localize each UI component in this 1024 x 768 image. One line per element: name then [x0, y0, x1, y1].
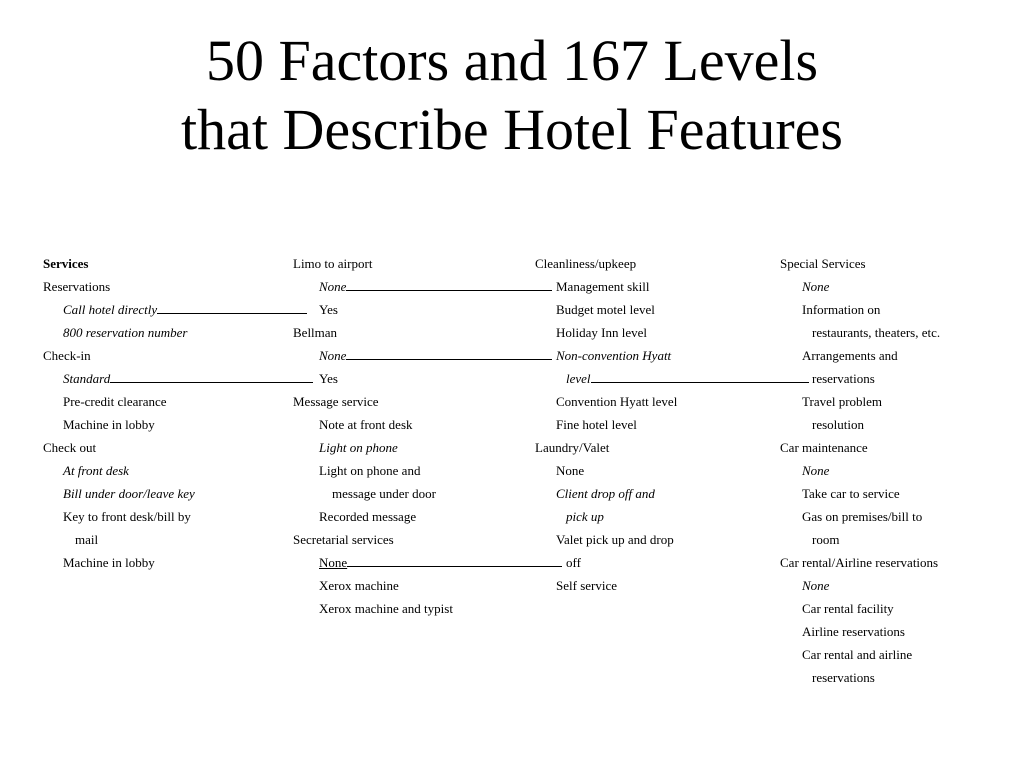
factor-message-service: Message service — [293, 394, 379, 409]
level-xerox-typist: Xerox machine and typist — [319, 601, 453, 616]
level-call-hotel — [43, 298, 313, 321]
level-label: None — [319, 348, 347, 363]
level-label: None — [319, 555, 348, 570]
level-light-phone: Light on phone — [319, 440, 398, 455]
column-cleanliness-laundry — [535, 252, 809, 597]
level-label: Standard — [63, 371, 111, 386]
level-info-on: Information on — [802, 302, 881, 317]
factor-special: Special Services — [780, 256, 866, 271]
level-none — [293, 551, 562, 574]
factor-bellman: Bellman — [293, 325, 338, 340]
level-800-number: 800 reservation number — [63, 325, 188, 340]
level-nonconvention: Non-convention Hyatt — [556, 348, 672, 363]
level-pickup: pick up — [566, 509, 604, 524]
level-none: None — [802, 578, 830, 593]
underline-rule — [346, 344, 552, 360]
level-travel-problem: Travel problem — [802, 394, 883, 409]
level-none: None — [802, 279, 830, 294]
factor-checkin: Check-in — [43, 348, 91, 363]
level-none — [293, 344, 562, 367]
level-off: off — [566, 555, 581, 570]
level-car-rental-and: Car rental and airline — [802, 647, 913, 662]
level-airline-res: Airline reservations — [802, 624, 905, 639]
level-machine-lobby: Machine in lobby — [63, 417, 155, 432]
column-special-services — [780, 252, 940, 689]
underline-rule — [346, 275, 552, 291]
factor-checkout: Check out — [43, 440, 97, 455]
level-mail: mail — [75, 532, 99, 547]
level-level — [535, 367, 809, 390]
level-arrangements: Arrangements and — [802, 348, 898, 363]
factor-group-heading: Services — [43, 256, 89, 271]
level-light-phone-and: Light on phone and — [319, 463, 421, 478]
level-convention: Convention Hyatt level — [556, 394, 678, 409]
factor-car-rental-airline: Car rental/Airline reservations — [780, 555, 939, 570]
underline-rule — [591, 367, 809, 383]
factor-cleanliness: Cleanliness/upkeep — [535, 256, 637, 271]
level-reservations: reservations — [812, 670, 875, 685]
level-standard — [43, 367, 313, 390]
level-budget: Budget motel level — [556, 302, 655, 317]
level-xerox: Xerox machine — [319, 578, 399, 593]
factor-reservations: Reservations — [43, 279, 111, 294]
level-resolution: resolution — [812, 417, 864, 432]
underline-rule — [157, 298, 307, 314]
level-recorded: Recorded message — [319, 509, 417, 524]
title-line-2: that Describe Hotel Features — [181, 97, 843, 162]
column-services — [43, 252, 313, 574]
level-restaurants: restaurants, theaters, etc. — [812, 325, 941, 340]
level-management: Management skill — [556, 279, 650, 294]
level-holiday: Holiday Inn level — [556, 325, 647, 340]
level-precredit: Pre-credit clearance — [63, 394, 167, 409]
level-label: level — [566, 371, 591, 386]
level-yes: Yes — [319, 371, 338, 386]
level-fine: Fine hotel level — [556, 417, 637, 432]
factor-limo: Limo to airport — [293, 256, 373, 271]
level-label: Call hotel directly — [63, 302, 158, 317]
level-none — [293, 275, 562, 298]
level-yes: Yes — [319, 302, 338, 317]
level-client-drop: Client drop off and — [556, 486, 655, 501]
level-key-front-desk: Key to front desk/bill by — [63, 509, 191, 524]
level-reservations: reservations — [812, 371, 875, 386]
column-limo-bellman — [293, 252, 562, 620]
level-none: None — [802, 463, 830, 478]
level-gas: Gas on premises/bill to — [802, 509, 923, 524]
title-line-1: 50 Factors and 167 Levels — [205, 28, 819, 93]
level-none: None — [556, 463, 585, 478]
level-self-service: Self service — [556, 578, 618, 593]
factor-secretarial: Secretarial services — [293, 532, 394, 547]
level-machine-lobby: Machine in lobby — [63, 555, 155, 570]
underline-rule — [347, 551, 562, 567]
level-take-car: Take car to service — [802, 486, 900, 501]
level-bill-door: Bill under door/leave key — [63, 486, 195, 501]
level-note-front-desk: Note at front desk — [319, 417, 413, 432]
level-label: None — [319, 279, 347, 294]
level-car-rental-facility: Car rental facility — [802, 601, 894, 616]
level-room: room — [812, 532, 840, 547]
level-message-door: message under door — [332, 486, 436, 501]
factor-laundry: Laundry/Valet — [535, 440, 610, 455]
level-valet-pickup: Valet pick up and drop — [556, 532, 674, 547]
factor-car-maintenance: Car maintenance — [780, 440, 868, 455]
underline-rule — [110, 367, 313, 383]
slide-title — [0, 26, 1024, 164]
level-front-desk: At front desk — [63, 463, 129, 478]
